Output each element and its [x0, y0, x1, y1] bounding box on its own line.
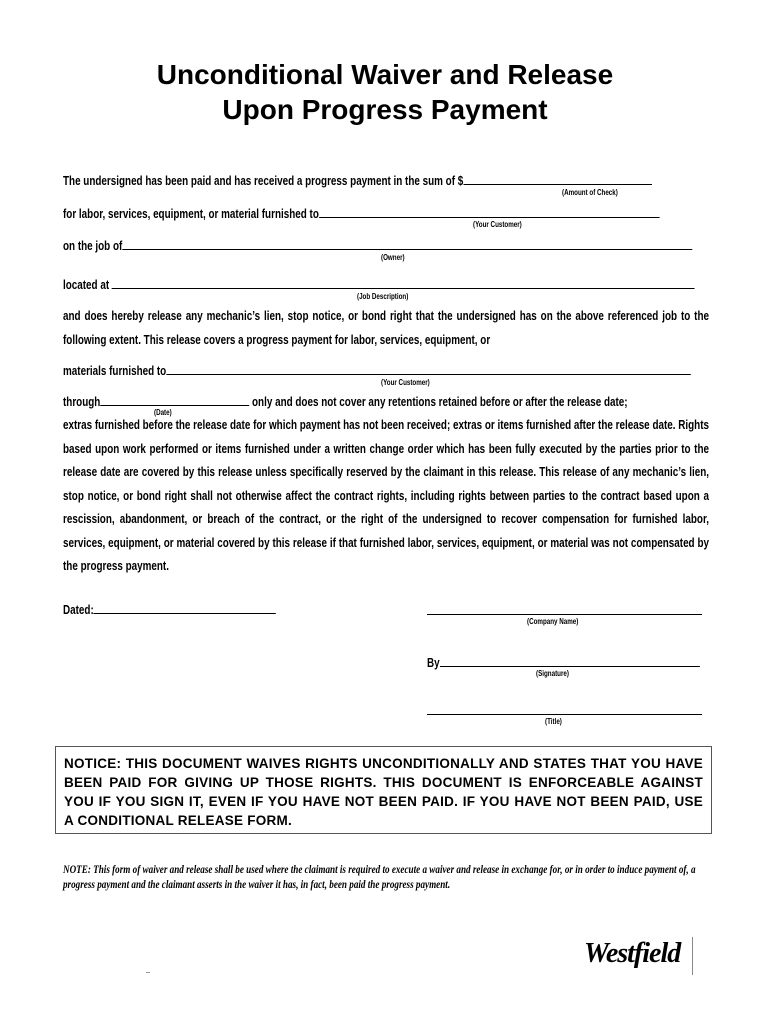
title-field[interactable] [427, 713, 702, 715]
by-label: By [427, 655, 440, 670]
job-row [63, 237, 692, 254]
amount-field[interactable] [463, 172, 651, 185]
title-caption: (Title) [545, 717, 562, 726]
release-paragraph-2: extras furnished before the release date for which payment has not been received; extras or items furnished after the release date. Rights based upon work performed or items furnished under a written change order which has been fully executed by the parties prior to the release date are covered by this release unless specifically reserved by the claimant in this release. This release of any mechanic’s lien, stop notice, or bond right shall not otherwise affect the contract rights, including rights between parties to the contract based upon a rescission, abandonment, or breach of the contract, or the right of the undersigned to recover compensation for furnished labor, services, equipment, or material covered by this release if that furnished labor, services, equipment, or material was not compensated by the progress payment. [63, 417, 709, 573]
customer-row [63, 205, 659, 222]
signature-caption: (Signature) [536, 669, 569, 678]
release-paragraph-1: and does hereby release any mechanic’s lien, stop notice, or bond right that the undersigned has on the above referenced job to the following extent. This release covers a progress payment for labor, services, equipment, or [63, 308, 709, 347]
materials-row [63, 362, 691, 379]
location-row [63, 276, 695, 293]
usage-note: NOTE: This form of waiver and release shall be used where the claimant is required to execute a waiver and release in exchange for, or in order to induce payment of, a progress payment and the claimant asserts in the waiver it has, in fact, been paid the progress payment. [63, 862, 696, 891]
company-name-caption: (Company Name) [527, 617, 579, 626]
materials-caption: (Your Customer) [381, 378, 430, 387]
materials-customer-field[interactable] [166, 362, 690, 375]
materials-label: materials furnished to [63, 363, 167, 378]
customer-field[interactable] [319, 205, 659, 218]
owner-field[interactable] [122, 237, 692, 250]
dated-row [63, 601, 276, 618]
owner-caption: (Owner) [381, 253, 405, 262]
logo-divider [692, 937, 693, 975]
amount-caption: (Amount of Check) [562, 188, 618, 197]
location-label: located at [63, 277, 110, 292]
job-label: on the job of [63, 238, 123, 253]
dated-field[interactable] [94, 601, 276, 614]
job-description-caption: (Job Description) [357, 292, 409, 301]
footer-mark [146, 972, 150, 973]
through-row [63, 393, 628, 410]
document-title-line-2: Upon Progress Payment [222, 94, 548, 125]
through-rest: only and does not cover any retentions retained before or after the release date; [252, 394, 628, 409]
dated-label: Dated: [63, 602, 94, 617]
amount-label: The undersigned has been paid and has received a progress payment in the sum of $ [63, 173, 464, 188]
company-name-field[interactable] [427, 613, 702, 615]
amount-row [63, 172, 652, 189]
signature-field[interactable] [440, 654, 700, 667]
notice-box: NOTICE: THIS DOCUMENT WAIVES RIGHTS UNCONDITIONALLY AND STATES THAT YOU HAVE BEEN PAID FOR GIVING UP THOSE RIGHTS. THIS DOCUMENT IS ENFORCEABLE AGAINST YOU IF YOU SIGN IT, EVEN IF YOU HAVE NOT BEEN PAID. IF YOU HAVE NOT BEEN PAID, USE A CONDITIONAL RELEASE FORM. [55, 746, 712, 834]
customer-caption: (Your Customer) [473, 220, 522, 229]
customer-label: for labor, services, equipment, or material furnished to [63, 206, 319, 221]
westfield-logo: Westfield [584, 938, 681, 969]
document-title-line-1: Unconditional Waiver and Release [156, 59, 614, 90]
release-date-field[interactable] [100, 393, 249, 406]
job-description-field[interactable] [112, 276, 695, 289]
date-caption: (Date) [154, 408, 172, 417]
through-label: through [63, 394, 101, 409]
